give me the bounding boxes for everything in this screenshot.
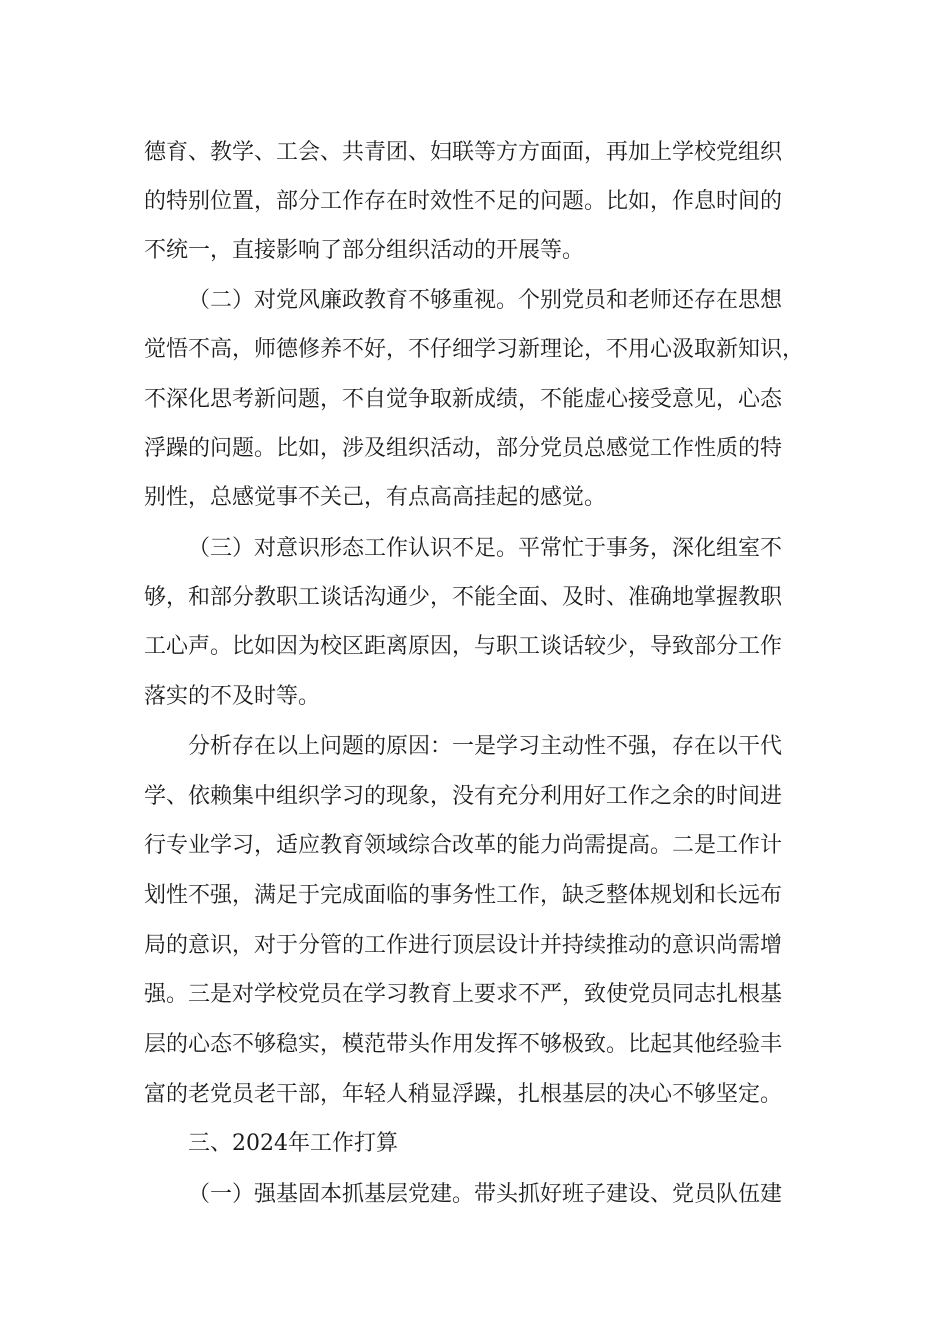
- body-text-line: 浮躁的问题。比如，涉及组织活动，部分党员总感觉工作性质的特: [144, 436, 783, 461]
- paragraph-first-line: （一）强基固本抓基层党建。带头抓好班子建设、党员队伍建: [188, 1182, 783, 1207]
- body-text-line: 富的老党员老干部，年轻人稍显浮躁，扎根基层的决心不够坚定。: [144, 1082, 783, 1107]
- paragraph-first-line: 分析存在以上问题的原因：一是学习主动性不强，存在以干代: [188, 734, 783, 759]
- body-text-line: 觉悟不高，师德修养不好，不仔细学习新理论，不用心汲取新知识，: [144, 337, 805, 362]
- body-text-line: 局的意识，对于分管的工作进行顶层设计并持续推动的意识尚需增: [144, 933, 783, 958]
- paragraph-first-line: （三）对意识形态工作认识不足。平常忙于事务，深化组室不: [188, 536, 783, 561]
- section-heading: 三、2024年工作打算: [188, 1131, 398, 1156]
- paragraph-first-line: （二）对党风廉政教育不够重视。个别党员和老师还存在思想: [188, 288, 783, 313]
- body-text-line: 不深化思考新问题，不自觉争取新成绩，不能虚心接受意见，心态: [144, 387, 783, 412]
- body-text-line: 工心声。比如因为校区距离原因，与职工谈话较少，导致部分工作: [144, 634, 783, 659]
- body-text-line: 的特别位置，部分工作存在时效性不足的问题。比如，作息时间的: [144, 189, 783, 214]
- body-text-line: 落实的不及时等。: [144, 684, 321, 709]
- body-text-line: 别性，总感觉事不关己，有点高高挂起的感觉。: [144, 485, 607, 510]
- body-text-line: 层的心态不够稳实，模范带头作用发挥不够极致。比起其他经验丰: [144, 1032, 783, 1057]
- body-text-line: 德育、教学、工会、共青团、妇联等方方面面，再加上学校党组织: [144, 140, 783, 165]
- body-text-line: 划性不强，满足于完成面临的事务性工作，缺乏整体规划和长远布: [144, 883, 783, 908]
- body-text-line: 学、依赖集中组织学习的现象，没有充分利用好工作之余的时间进: [144, 784, 783, 809]
- body-text-line: 行专业学习，适应教育领域综合改革的能力尚需提高。二是工作计: [144, 833, 783, 858]
- body-text-line: 够，和部分教职工谈话沟通少，不能全面、及时、准确地掌握教职: [144, 585, 783, 610]
- body-text-line: 强。三是对学校党员在学习教育上要求不严，致使党员同志扎根基: [144, 982, 783, 1007]
- body-text-line: 不统一，直接影响了部分组织活动的开展等。: [144, 238, 585, 263]
